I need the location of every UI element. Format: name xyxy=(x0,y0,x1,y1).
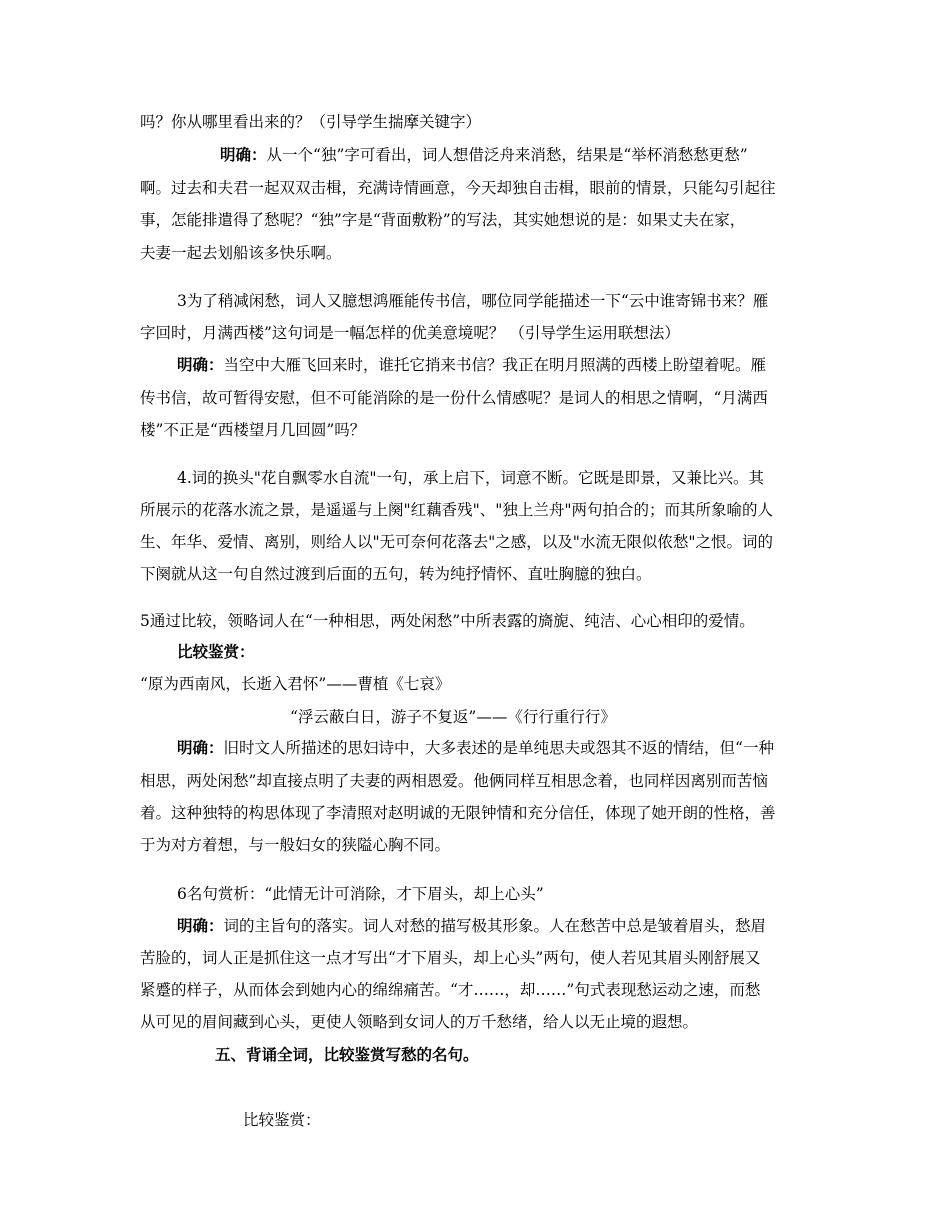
answer-label: 明确： xyxy=(177,916,224,935)
text-line: 苦脸的，词人正是抓住这一点才写出“才下眉头，却上心头”两句，使人若见其眉头刚舒展又 xyxy=(140,949,761,967)
answer-label: 明确： xyxy=(177,355,224,374)
section-label: 比较鉴赏： xyxy=(177,642,255,661)
text-line: 楼”不正是“西楼望月几回圆”吗？ xyxy=(140,421,366,439)
text-line: 字回时，月满西楼”这句词是一幅怎样的优美意境呢？ （引导学生运用联想法） xyxy=(140,324,680,342)
text-line: 传书信，故可暂得安慰，但不可能消除的是一份什么情感呢？是词人的相思之情啊，“月满西 xyxy=(140,389,768,407)
text-line: 于为对方着想，与一般妇女的狭隘心胸不同。 xyxy=(140,836,451,854)
text-span: 当空中大雁飞回来时，谁托它捎来书信？我正在明月照满的西楼上盼望着呢。雁 xyxy=(223,356,767,374)
text-line: 所展示的花落水流之景，是遥遥与上阕"红藕香残"、"独上兰舟"两句拍合的；而其所象喻的人 xyxy=(140,501,774,519)
section-heading: 五、背诵全词，比较鉴赏写愁的名句。 xyxy=(215,1045,479,1064)
section-label: 比较鉴赏： xyxy=(243,1111,321,1129)
text-line: 4.词的换头"花自飘零水自流"一句，承上启下，词意不断。它既是即景，又兼比兴。其 xyxy=(177,469,765,487)
text-line xyxy=(177,916,766,936)
text-line xyxy=(177,738,774,758)
text-line: 着。这种独特的构思体现了李清照对赵明诚的无限钟情和充分信任，体现了她开朗的性格，善 xyxy=(140,804,776,822)
text-line: 紧蹙的样子，从而体会到她内心的绵绵痛苦。“才……，却……”句式表现愁运动之速，而愁 xyxy=(140,981,761,999)
quote-line: “原为西南风，长逝入君怀”——曹植《七哀》 xyxy=(140,675,451,693)
text-line: 6名句赏析：“此情无计可消除，才下眉头，却上心头” xyxy=(177,885,544,903)
text-span: 从一个“独”字可看出，词人想借泛舟来消愁，结果是“举杯消愁愁更愁” xyxy=(266,146,748,164)
text-line: 夫妻一起去划船该多快乐啊。 xyxy=(140,244,342,262)
text-line: 啊。过去和夫君一起双双击楫，充满诗情画意，今天却独自击楫，眼前的情景，只能勾引起往 xyxy=(140,179,776,197)
text-line xyxy=(220,145,748,165)
text-line: 吗？你从哪里看出来的？（引导学生揣摩关键字） xyxy=(140,113,482,131)
text-span: 词的主旨句的落实。词人对愁的描写极其形象。人在愁苦中总是皱着眉头，愁眉 xyxy=(223,917,767,935)
text-line: 相思，两处闲愁”却直接点明了夫妻的两相恩爱。他俩同样互相思念着，也同样因离别而苦恼 xyxy=(140,772,768,790)
text-line: 5通过比较，领略词人在“一种相思，两处闲愁”中所表露的旖旎、纯洁、心心相印的爱情。 xyxy=(140,612,755,630)
text-line: 3为了稍减闲愁，词人又臆想鸿雁能传书信，哪位同学能描述一下“云中谁寄锦书来？雁 xyxy=(177,292,769,310)
text-line: 下阕就从这一句自然过渡到后面的五句，转为纯抒情怀、直吐胸臆的独白。 xyxy=(140,565,652,583)
text-line: 从可见的眉间藏到心头，更使人领略到女词人的万千愁绪，给人以无止境的遐想。 xyxy=(140,1013,699,1031)
answer-label: 明确： xyxy=(177,738,224,757)
answer-label: 明确： xyxy=(220,145,267,164)
text-line: 事，怎能排遣得了愁呢？“独”字是“背面敷粉”的写法，其实她想说的是：如果丈夫在家， xyxy=(140,211,746,229)
text-span: 旧时文人所描述的思妇诗中，大多表述的是单纯思夫或怨其不返的情结，但“一种 xyxy=(223,739,774,757)
text-line xyxy=(177,355,766,375)
text-line: 生、年华、爱情、离别，则给人以"无可奈何花落去"之感，以及"水流无限似侬愁"之恨。词的 xyxy=(140,533,774,551)
quote-line: “浮云蔽白日，游子不复返”——《行行重行行》 xyxy=(290,708,616,726)
